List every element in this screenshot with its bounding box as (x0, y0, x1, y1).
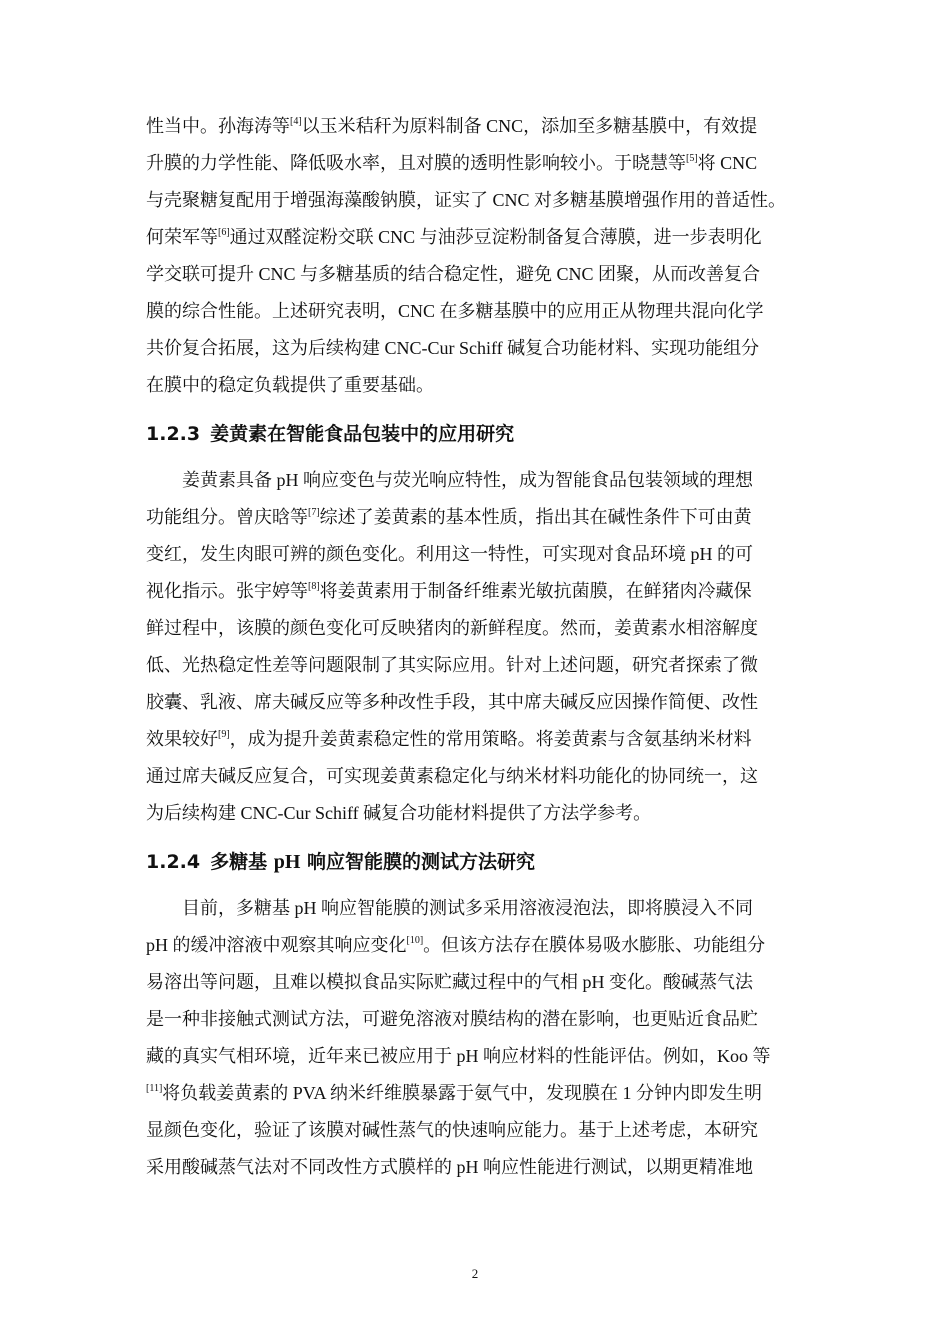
text-segment: 视化指示。张宇婷等 (146, 581, 308, 601)
paragraph-cnc-review (146, 108, 816, 404)
text-segment: 与壳聚糖复配用于增强海藻酸钠膜，证实了 CNC 对多糖基膜增强作用的普适性。 (146, 190, 787, 210)
text-segment: 胶囊、乳液、席夫碱反应等多种改性手段，其中席夫碱反应因操作简便、改性 (146, 692, 758, 712)
text-segment: 将 CNC (697, 153, 758, 173)
text-segment: 共价复合拓展，这为后续构建 CNC-Cur Schiff 碱复合功能材料、实现功能组分 (146, 338, 760, 358)
text-line (146, 758, 816, 795)
section-heading-1-2-3 (146, 412, 816, 456)
text-line (146, 1075, 816, 1112)
text-segment: 低、光热稳定性差等问题限制了其实际应用。针对上述问题，研究者探索了微 (146, 655, 758, 675)
text-line (146, 1038, 816, 1075)
text-line (146, 795, 816, 832)
text-line (146, 145, 816, 182)
text-line (146, 890, 816, 927)
page-number: 2 (471, 1266, 479, 1281)
text-segment: 易溶出等问题，且难以模拟食品实际贮藏过程中的气相 pH 变化。酸碱蒸气法 (146, 972, 753, 992)
text-segment: 将负载姜黄素的 PVA 纳米纤维膜暴露于氨气中，发现膜在 1 分钟内即发生明 (162, 1083, 762, 1103)
text-line (146, 1149, 816, 1186)
section-title: 姜黄素在智能食品包装中的应用研究 (210, 423, 515, 445)
text-line (146, 462, 816, 499)
text-segment: 通过双醛淀粉交联 CNC 与油莎豆淀粉制备复合薄膜，进一步表明化 (229, 227, 762, 247)
citation-reference: [10] (406, 935, 424, 946)
text-segment: 变红，发生肉眼可辨的颜色变化。利用这一特性，可实现对食品环境 pH 的可 (146, 544, 753, 564)
text-segment: 何荣军等 (146, 227, 218, 247)
text-line (146, 684, 816, 721)
text-line (146, 293, 816, 330)
text-segment: 以玉米秸秆为原料制备 CNC，添加至多糖基膜中，有效提 (301, 116, 758, 136)
section-number: 1.2.3 (146, 423, 201, 445)
text-segment: 姜黄素具备 pH 响应变色与荧光响应特性，成为智能食品包装领域的理想 (182, 470, 753, 490)
section-title-ph: pH (273, 851, 301, 873)
text-line (146, 367, 816, 404)
text-segment: 性当中。孙海涛等 (146, 116, 290, 136)
citation-reference: [7] (308, 507, 320, 518)
text-line (146, 573, 816, 610)
text-segment: 为后续构建 CNC-Cur Schiff 碱复合功能材料提供了方法学参考。 (146, 803, 652, 823)
text-segment: 将姜黄素用于制备纤维素光敏抗菌膜，在鲜猪肉冷藏保 (319, 581, 752, 601)
text-segment: ，成为提升姜黄素稳定性的常用策略。将姜黄素与含氨基纳米材料 (229, 729, 752, 749)
text-line (146, 927, 816, 964)
citation-reference: [11] (146, 1083, 163, 1094)
text-line (146, 330, 816, 367)
citation-reference: [4] (290, 116, 302, 127)
section-title-suffix: 响应智能膜的测试方法研究 (300, 851, 536, 873)
text-segment: 是一种非接触式测试方法，可避免溶液对膜结构的潜在影响，也更贴近食品贮 (146, 1009, 758, 1029)
text-segment: 效果较好 (146, 729, 218, 749)
section-title-prefix: 多糖基 (210, 851, 274, 873)
text-segment: pH 的缓冲溶液中观察其响应变化 (146, 935, 407, 955)
paragraph-test-methods (146, 890, 816, 1186)
document-body (146, 108, 816, 1186)
text-segment: 鲜过程中，该膜的颜色变化可反映猪肉的新鲜程度。然而，姜黄素水相溶解度 (146, 618, 758, 638)
text-line (146, 219, 816, 256)
citation-reference: [8] (308, 581, 320, 592)
text-line (146, 499, 816, 536)
text-segment: 升膜的力学性能、降低吸水率，且对膜的透明性影响较小。于晓慧等 (146, 153, 686, 173)
citation-reference: [9] (218, 729, 230, 740)
text-line (146, 610, 816, 647)
text-line (146, 182, 816, 219)
citation-reference: [6] (218, 227, 230, 238)
section-number: 1.2.4 (146, 851, 201, 873)
section-heading-1-2-4 (146, 840, 816, 884)
text-line (146, 647, 816, 684)
text-segment: 通过席夫碱反应复合，可实现姜黄素稳定化与纳米材料功能化的协同统一，这 (146, 766, 758, 786)
text-segment: 。但该方法存在膜体易吸水膨胀、功能组分 (423, 935, 766, 955)
text-line (146, 256, 816, 293)
text-line (146, 964, 816, 1001)
text-segment: 显颜色变化，验证了该膜对碱性蒸气的快速响应能力。基于上述考虑，本研究 (146, 1120, 758, 1140)
text-segment: 在膜中的稳定负载提供了重要基础。 (146, 375, 434, 395)
text-segment: 采用酸碱蒸气法对不同改性方式膜样的 pH 响应性能进行测试，以期更精准地 (146, 1157, 753, 1177)
text-line (146, 108, 816, 145)
text-segment: 膜的综合性能。上述研究表明，CNC 在多糖基膜中的应用正从物理共混向化学 (146, 301, 764, 321)
text-segment: 学交联可提升 CNC 与多糖基质的结合稳定性，避免 CNC 团聚，从而改善复合 (146, 264, 761, 284)
text-segment: 综述了姜黄素的基本性质，指出其在碱性条件下可由黄 (319, 507, 752, 527)
text-line (146, 1001, 816, 1038)
text-line (146, 721, 816, 758)
text-segment: 目前，多糖基 pH 响应智能膜的测试多采用溶液浸泡法，即将膜浸入不同 (182, 898, 753, 918)
citation-reference: [5] (686, 153, 698, 164)
text-line (146, 536, 816, 573)
text-segment: 功能组分。曾庆晗等 (146, 507, 308, 527)
text-segment: 藏的真实气相环境，近年来已被应用于 pH 响应材料的性能评估。例如，Koo 等 (146, 1046, 771, 1066)
paragraph-curcumin-review (146, 462, 816, 832)
text-line (146, 1112, 816, 1149)
